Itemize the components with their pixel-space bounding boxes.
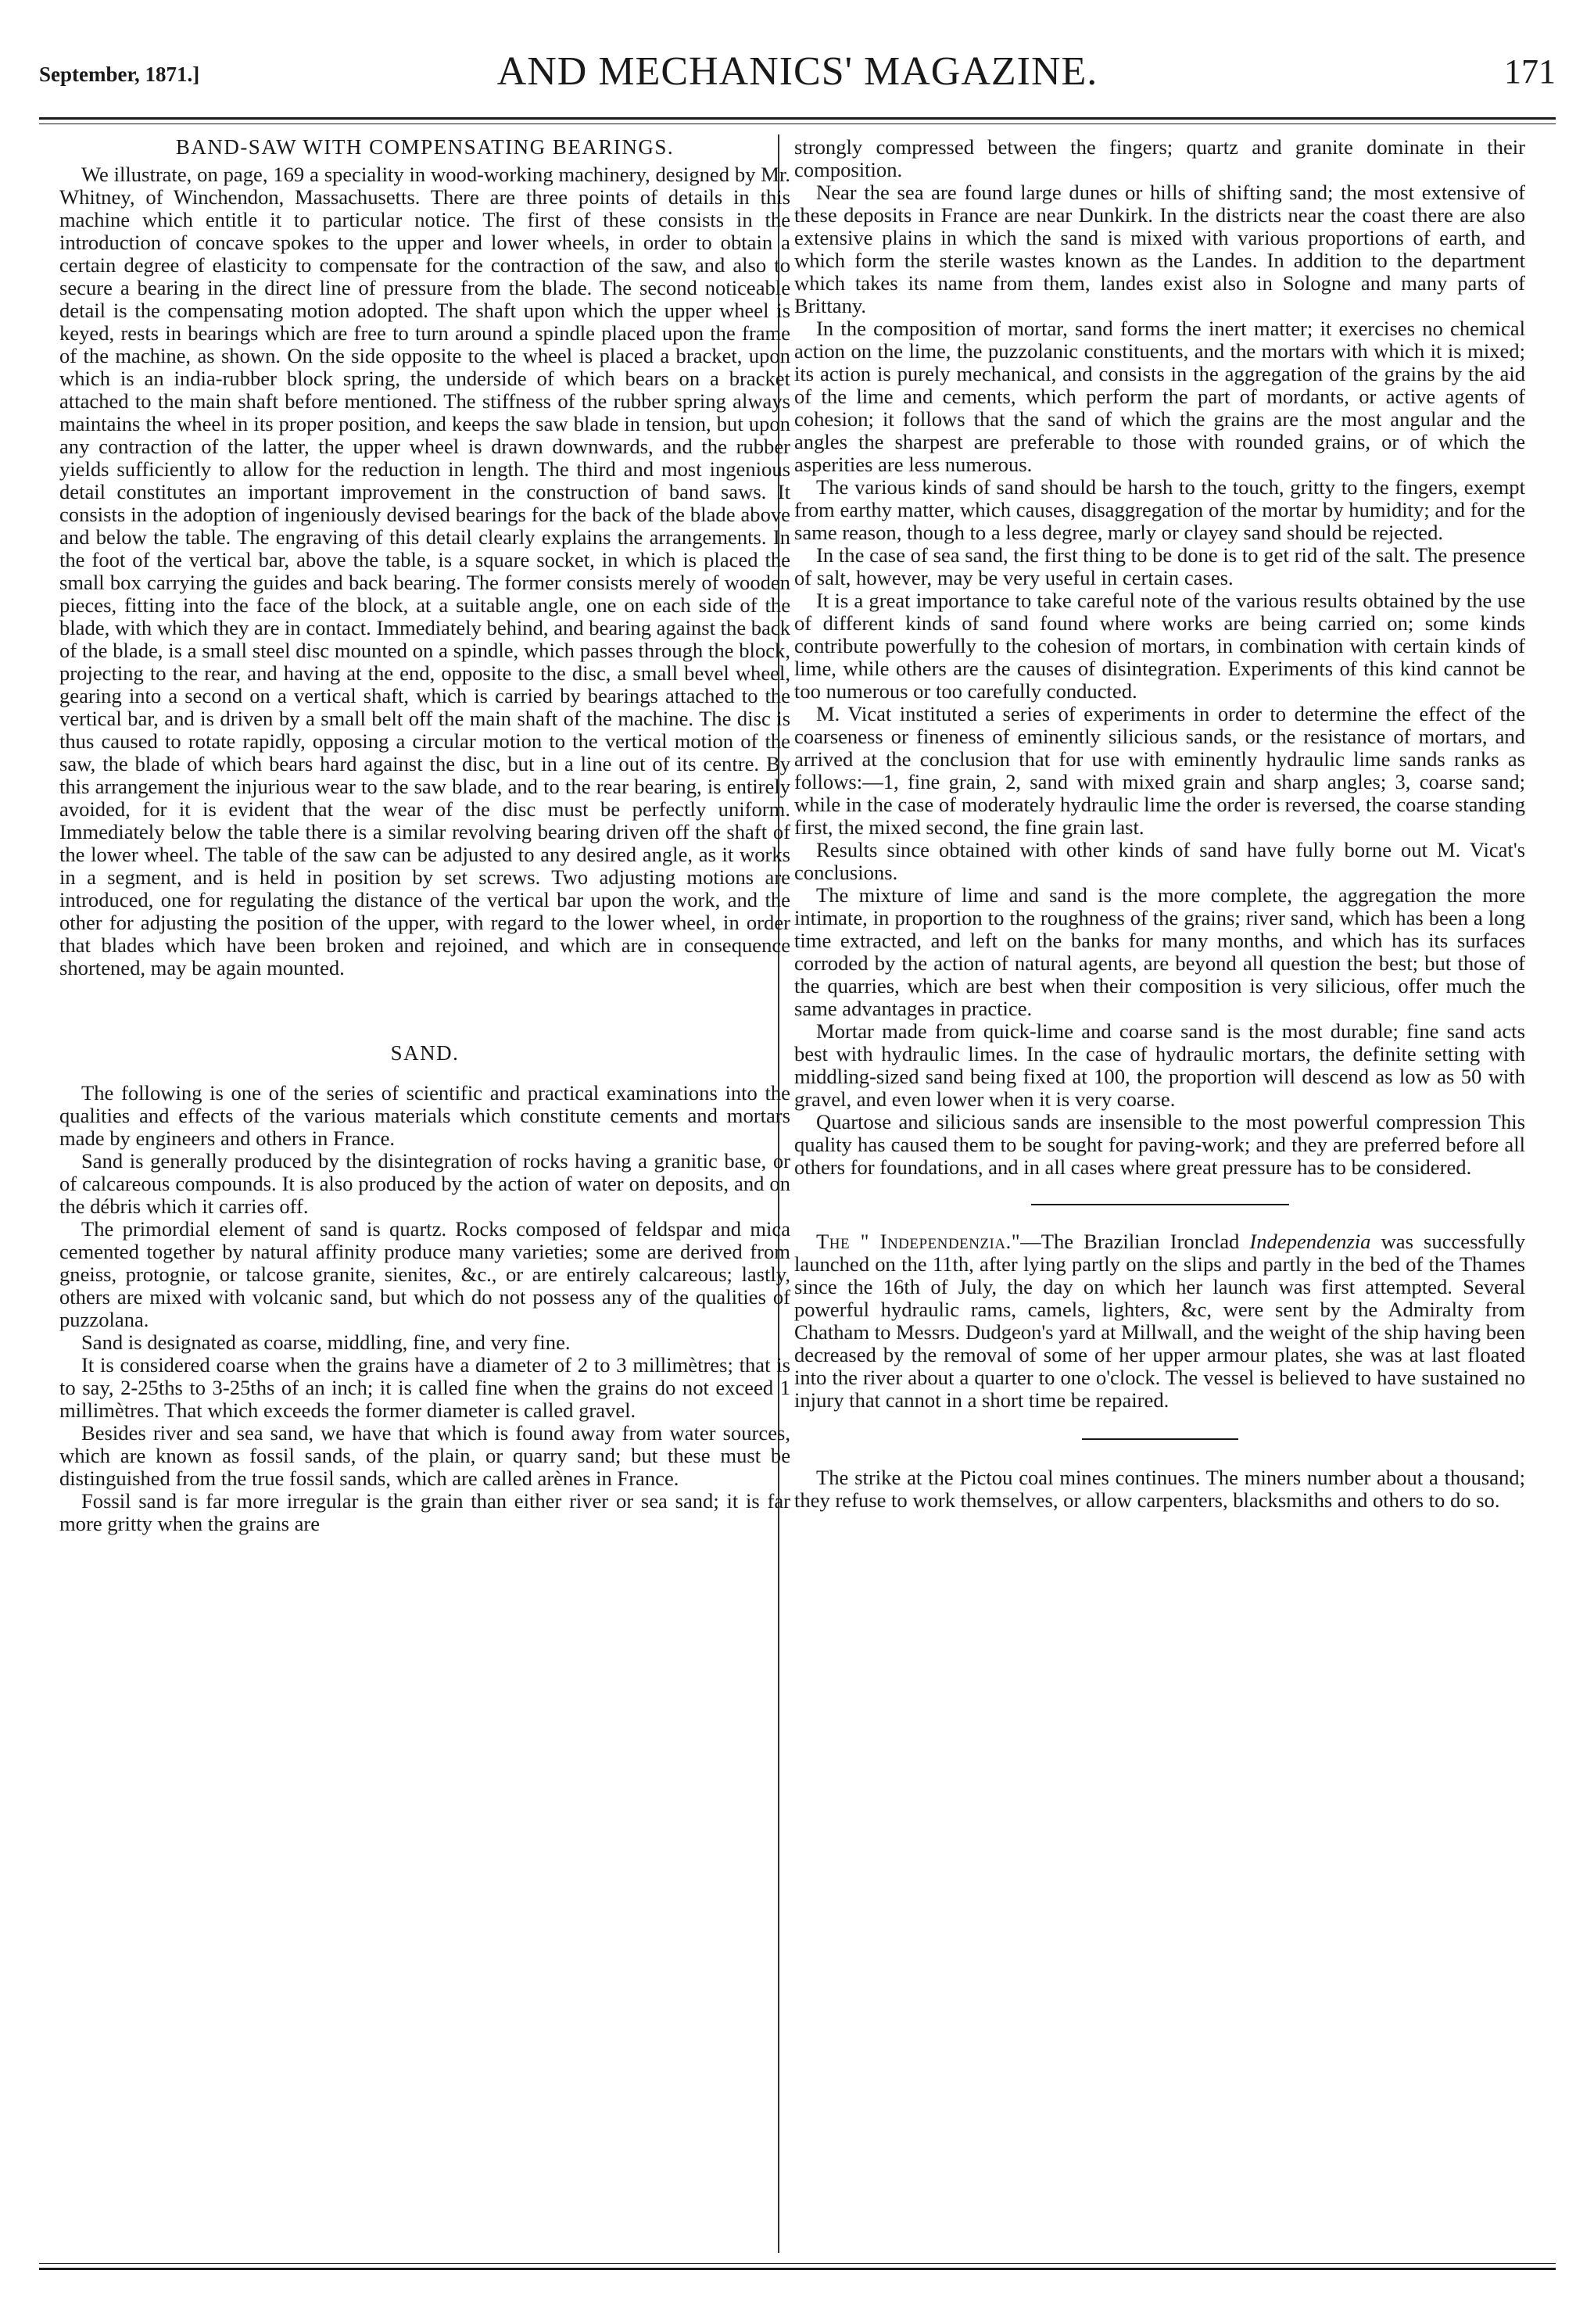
- sand-continued-paragraph: Near the sea are found large dunes or hills of shifting sand; the most extensive of these deposits in France are near Dunkirk. In the districts near the coast there are also extensive plains in which the sand is mixed with various proportions of earth, and which form the sterile wastes known as the Landes. In addition to the department which takes its name from them, landes exist also in Sologne and many parts of Brittany.: [794, 181, 1525, 317]
- sand-continued-paragraph: In the case of sea sand, the first thing to be done is to get rid of the salt. The presence of salt, however, may be very useful in certain cases.: [794, 543, 1525, 589]
- page-header: [39, 45, 1556, 100]
- issue-date: September, 1871.]: [39, 63, 200, 86]
- sand-paragraph: It is considered coarse when the grains have a diameter of 2 to 3 millimètres; that is to say, 2-25ths to 3-25ths of an inch; it is called fine when the grains do not exceed 1 millimètres. That which exceeds the former diameter is called gravel.: [59, 1353, 790, 1422]
- ironclad-news-item: [794, 1230, 1525, 1412]
- ironclad-text-part: —The Brazilian Ironclad: [1020, 1230, 1250, 1253]
- sand-continued-paragraph: In the composition of mortar, sand forms the inert matter; it exercises no chemical action on the lime, the puzzolanic constituents, and the mortars with which it is mixed; its action is purely mechanical, and consists in the aggregation of the grains by the aid of the lime and cements, which perform the part of mordants, or active agents of cohesion; it follows that the sand of which the grains are the most angular and the angles the sharpest are preferable to those with rounded grains, or of which the asperities are less numerous.: [794, 317, 1525, 476]
- left-column: [59, 136, 790, 2251]
- page-number: 171: [1504, 52, 1556, 91]
- sand-continued-paragraph: The various kinds of sand should be harsh to the touch, gritty to the fingers, exempt from earthy matter, which causes, disaggregation of the mortar by humidity; and for the same reason, though to a less degree, marly or clayey sand should be rejected.: [794, 475, 1525, 544]
- ironclad-text-part: was successfully launched on the 11th, after lying partly on the slips and partly in the bed of the Thames since the 16th of July, the day on which her launch was first attempted. Several powerful hydraulic rams, camels, lighters, &c, were sent by the Admiralty from Chatham to Messrs. Dudgeon's yard at Millwall, and the weight of the ship having been decreased by the removal of some of her upper armour plates, she was at last floated into the river about a quarter to one o'clock. The vessel is believed to have sustained no injury that cannot in a short time be repaired.: [794, 1230, 1525, 1412]
- sand-paragraph: Fossil sand is far more irregular is the grain than either river or sea sand; it is far more gritty when the grains are: [59, 1489, 790, 1535]
- sand-continued-paragraph: strongly compressed between the fingers; quartz and granite dominate in their composition.: [794, 136, 1525, 181]
- footer-rule-thick: [39, 2268, 1556, 2270]
- ironclad-lead: The " Independenzia.": [816, 1230, 1021, 1253]
- strike-news-item: The strike at the Pictou coal mines continues. The miners number about a thousand; they refuse to work themselves, or allow carpenters, blacksmiths and others to do so.: [794, 1466, 1525, 1512]
- sand-paragraph: Sand is designated as coarse, middling, fine, and very fine.: [81, 1330, 571, 1354]
- right-column: [794, 136, 1525, 2251]
- sand-paragraph: The primordial element of sand is quartz. Rocks composed of feldspar and mica cemented together by natural affinity produce many varieties; some are derived from gneiss, protognie, or talcose granite, sienites, &c., or are entirely calcareous; lastly, others are mixed with volcanic sand, but which do not possess any of the qualities of puzzolana.: [59, 1217, 790, 1331]
- sand-continued-paragraph: Quartose and silicious sands are insensible to the most powerful compression This quality has caused them to be sought for paving-work; and they are preferred before all others for foundations, and in all cases where great pressure has to be considered.: [794, 1110, 1525, 1179]
- ship-name: Independenzia: [1249, 1230, 1371, 1253]
- sand-article-title: SAND.: [390, 1041, 460, 1065]
- sand-paragraph: Besides river and sea sand, we have that which is found away from water sources, which are known as fossil sands, of the plain, or quarry sand; but these must be distinguished from the true fossil sands, which are called arènes in France.: [59, 1421, 790, 1490]
- section-separator: [1031, 1204, 1289, 1205]
- header-rule-thick: [39, 117, 1556, 120]
- sand-paragraph: The following is one of the series of scientific and practical examinations into the qualities and effects of the various materials which constitute cements and mortars made by engineers and others in France.: [59, 1081, 790, 1150]
- sand-paragraph: Sand is generally produced by the disintegration of rocks having a granitic base, or of calcareous compounds. It is also produced by the action of water on deposits, and on the débris which it carries off.: [59, 1149, 790, 1218]
- running-title: AND MECHANICS' MAGAZINE.: [496, 49, 1098, 94]
- footer-rule-thin: [39, 2263, 1556, 2264]
- sand-continued-paragraph: M. Vicat instituted a series of experiments in order to determine the effect of the coarseness or fineness of eminently silicious sands, or the resistance of mortars, and arrived at the conclusion that for use with eminently hydraulic lime sands ranks as follows:—1, fine grain, 2, sand with mixed grain and sharp angles; 3, coarse sand; while in the case of moderately hydraulic lime the order is reversed, the coarse standing first, the mixed second, the fine grain last.: [794, 702, 1525, 839]
- sand-continued-paragraph: Mortar made from quick-lime and coarse sand is the most durable; fine sand acts best with hydraulic limes. In the case of hydraulic mortars, the definite setting with middling-sized sand being fixed at 100, the proportion will descend as low as 50 with gravel, and even lower when it is very coarse.: [794, 1019, 1525, 1111]
- bandsaw-paragraph: We illustrate, on page, 169 a speciality in wood-working machinery, designed by Mr. Whitney, of Winchendon, Massachusetts. There are three points of details in this machine which entitle it to particular notice. The first of these consists in the introduction of concave spokes to the upper and lower wheels, in order to obtain a certain degree of elasticity to compensate for the contraction of the saw, and also to secure a bearing in the direct line of pressure from the blade. The second noticeable detail is the compensating motion adopted. The shaft upon which the upper wheel is keyed, rests in bearings which are free to turn around a spindle placed upon the frame of the machine, as shown. On the side opposite to the wheel is placed a bracket, upon which is an india-rubber block spring, the underside of which bears on a bracket attached to the main shaft before mentioned. The stiffness of the rubber spring always maintains the wheel in its proper position, and keeps the saw blade in tension, but upon any contraction of the latter, the upper wheel is drawn downwards, and the rubber yields sufficiently to allow for the reduction in length. The third and most ingenious detail constitutes an important improvement in the construction of band saws. It consists in the adoption of ingeniously devised bearings for the back of the blade above and below the table. The engraving of this detail clearly explains the arrangements. In the foot of the vertical bar, above the table, is a square socket, in which is placed the small box carrying the guides and back bearing. The former consists merely of wooden pieces, fitting into the face of the block, at a suitable angle, one on each side of the blade, with which they are in contact. Immediately behind, and bearing against the back of the blade, is a small steel disc mounted on a spindle, which passes through the block, projecting to the rear, and having at the end, opposite to the disc, a small bevel wheel, gearing into a second on a vertical shaft, which is carried by bearings attached to the vertical bar, and is driven by a small belt off the main shaft of the machine. The disc is thus caused to rotate rapidly, opposing a circular motion to the vertical motion of the saw, the blade of which bears hard against the disc, but in a line out of its centre. By this arrangement the injurious wear to the saw blade, and to the rear bearing, is entirely avoided, for it is evident that the wear of the disc must be perfectly uniform. Immediately below the table there is a similar revolving bearing driven off the shaft of the lower wheel. The table of the saw can be adjusted to any desired angle, as it works in a segment, and is held in position by set screws. Two adjusting motions are introduced, one for regulating the distance of the vertical bar upon the work, and the other for adjusting the position of the upper, with regard to the lower wheel, in order that blades which have been broken and rejoined, and which are in consequence shortened, may be again mounted.: [59, 163, 790, 979]
- section-separator: [1082, 1438, 1238, 1440]
- sand-continued-paragraph: The mixture of lime and sand is the more complete, the aggregation the more intimate, in proportion to the roughness of the grains; river sand, which has been a long time extracted, and left on the banks for many months, and which has its surfaces corroded by the action of natural agents, are beyond all question the best; but those of the quarries, which are best when their composition is very silicious, offer much the same advantages in practice.: [794, 883, 1525, 1020]
- bandsaw-article-title: BAND-SAW WITH COMPENSATING BEARINGS.: [175, 136, 675, 159]
- sand-continued-paragraph: It is a great importance to take careful note of the various results obtained by the use of different kinds of sand found where works are being carried on; some kinds contribute powerfully to the cohesion of mortars, in combination with certain kinds of lime, while others are the causes of disintegration. Experiments of this kind cannot be too numerous or too carefully conducted.: [794, 589, 1525, 703]
- sand-continued-paragraph: Results since obtained with other kinds of sand have fully borne out M. Vicat's conclusions.: [794, 838, 1525, 884]
